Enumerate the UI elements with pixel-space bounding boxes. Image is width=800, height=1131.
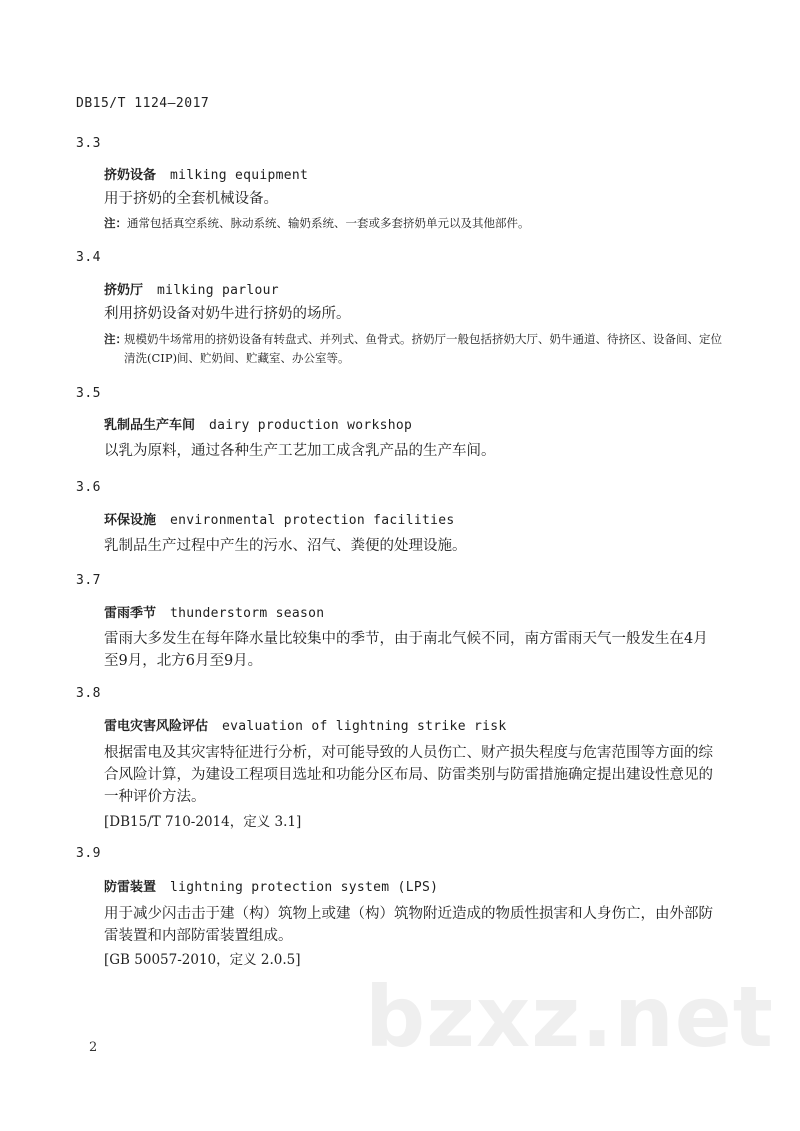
term-heading: [104, 715, 506, 734]
term-heading: [104, 164, 308, 183]
term-definition: 根据雷电及其灾害特征进行分析，对可能导致的人员伤亡、财产损失程度与危害范围等方面的综合风险计算，为建设工程项目选址和功能分区布局、防雷类别与防雷措施确定提出建设性意见的一种评价方法。: [104, 745, 713, 805]
note-label: 注：: [104, 216, 127, 230]
term-en: lightning protection system (LPS): [170, 880, 439, 895]
term-zh: 雷电灾害风险评估: [104, 719, 209, 734]
note-text: 规模奶牛场常用的挤奶设备有转盘式、并列式、鱼骨式。挤奶厅一般包括挤奶大厅、奶牛通道、待挤区、设备间、定位清洗(CIP)间、贮奶间、贮藏室、办公室等。: [124, 332, 722, 365]
term-note: [104, 214, 530, 233]
term-heading: [104, 876, 438, 895]
term-zh: 雷雨季节: [104, 606, 157, 621]
clause-number: 3.7: [76, 573, 101, 588]
standard-header: DB15/T 1124—2017: [76, 96, 210, 111]
term-definition: 利用挤奶设备对奶牛进行挤奶的场所。: [104, 306, 351, 322]
term-definition: 用于挤奶的全套机械设备。: [104, 191, 278, 207]
term-zh: 乳制品生产车间: [104, 418, 196, 433]
term-source: [DB15/T 710-2014，定义 3.1]: [104, 814, 302, 830]
clause-number: 3.4: [76, 250, 101, 265]
term-heading: [104, 414, 412, 433]
term-heading: [104, 602, 324, 621]
clause-number: 3.6: [76, 480, 101, 495]
note-text: 通常包括真空系统、脉动系统、输奶系统、一套或多套挤奶单元以及其他部件。: [127, 216, 530, 230]
term-definition: 雷雨大多发生在每年降水量比较集中的季节，由于南北气候不同，南方雷雨天气一般发生在4月至9月，北方6月至9月。: [104, 631, 708, 669]
term-en: environmental protection facilities: [170, 513, 455, 528]
term-definition: 以乳为原料，通过各种生产工艺加工成含乳产品的生产车间。: [104, 443, 496, 459]
term-heading: [104, 279, 279, 298]
term-en: dairy production workshop: [209, 418, 413, 433]
clause-number: 3.3: [76, 136, 101, 151]
note-label: 注：: [104, 332, 127, 346]
term-en: thunderstorm season: [170, 606, 325, 621]
clause-number: 3.8: [76, 686, 101, 701]
term-zh: 防雷装置: [104, 880, 157, 895]
term-heading: [104, 509, 454, 528]
term-definition: 用于减少闪击击于建（构）筑物上或建（构）筑物附近造成的物质性损害和人身伤亡，由外部防雷装置和内部防雷装置组成。: [104, 906, 713, 944]
clause-number: 3.9: [76, 846, 101, 861]
term-en: evaluation of lightning strike risk: [222, 719, 507, 734]
page-number: 2: [89, 1040, 98, 1055]
term-en: milking parlour: [157, 283, 279, 298]
term-source: [GB 50057-2010，定义 2.0.5]: [104, 952, 301, 968]
term-zh: 挤奶厅: [104, 283, 144, 298]
term-en: milking equipment: [170, 168, 309, 183]
term-definition: 乳制品生产过程中产生的污水、沼气、粪便的处理设施。: [104, 538, 467, 554]
term-zh: 挤奶设备: [104, 168, 157, 183]
clause-number: 3.5: [76, 386, 101, 401]
term-zh: 环保设施: [104, 513, 157, 528]
watermark: bzxz.net: [365, 968, 774, 1066]
